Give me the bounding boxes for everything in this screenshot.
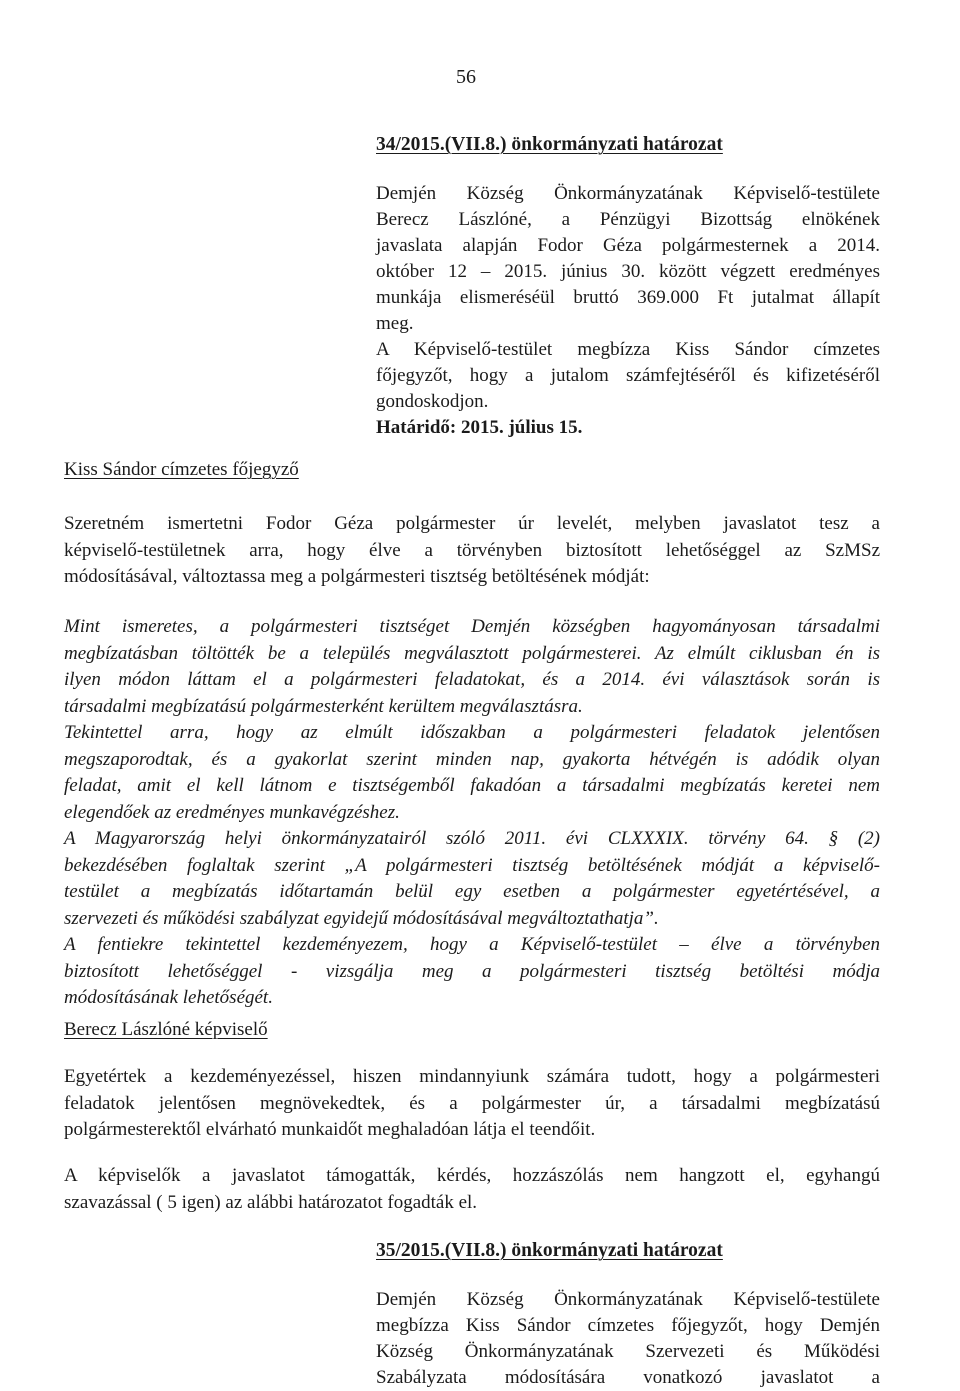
paragraph — [64, 511, 880, 591]
resolution-title: 34/2015.(VII.8.) önkormányzati határozat — [376, 134, 723, 155]
resolution-text — [376, 181, 880, 441]
text-line: bekezdésében foglaltak szerint „A polgármesteri tisztség betöltésének módját a képviselő- — [64, 854, 880, 876]
text-line: Szeretném ismertetni Fodor Géza polgármester úr levelét, melyben javaslatot tesz a — [64, 513, 880, 534]
text-line: október 12 – 2015. június 30. között végzett eredményes — [376, 261, 880, 282]
resolution-title: 35/2015.(VII.8.) önkormányzati határozat — [376, 1240, 723, 1261]
text-line: A Képviselő-testület megbízza Kiss Sándor címzetes — [376, 339, 880, 360]
text-line: megbízatásban töltötték be a település megválasztott polgármesterei. Az elmúlt ciklusban én is — [64, 642, 880, 664]
text-line: Tekintettel arra, hogy az elmúlt időszakban a polgármesteri feladatok jelentősen — [64, 722, 880, 743]
text-line: Demjén Község Önkormányzatának Képviselő-testülete — [376, 183, 880, 204]
text-line: polgármesterektől elvárható munkaidőt meghaladóan látja el teendőit. — [64, 1119, 596, 1140]
text-line: gondoskodjon. — [376, 391, 489, 412]
text-line: A Magyarország helyi önkormányzatairól szóló 2011. évi CLXXXIX. törvény 64. § (2) — [64, 828, 880, 849]
text-line: Berecz Lászlóné, a Pénzügyi Bizottság elnökének — [376, 209, 880, 230]
speaker-name: Berecz Lászlóné képviselő — [64, 1019, 268, 1040]
text-line: szervezeti és működési szabályzat egyidejű módosításával megváltoztathatja”. — [64, 907, 659, 929]
text-line: megbízza Kiss Sándor címzetes főjegyzőt, hogy Demjén — [376, 1315, 880, 1336]
speaker-name: Kiss Sándor címzetes főjegyző — [64, 459, 299, 480]
text-line: A képviselők a javaslatot támogatták, kérdés, hozzászólás nem hangzott el, egyhangú — [64, 1165, 880, 1186]
deadline: Határidő: 2015. július 15. — [376, 417, 583, 438]
text-line: szavazással ( 5 igen) az alábbi határozatot fogadták el. — [64, 1191, 478, 1213]
text-line: elegendőek az eredményes munkavégzéshez. — [64, 801, 400, 823]
page-number: 56 — [456, 66, 476, 88]
text-line: módosításának lehetőségét. — [64, 987, 273, 1008]
text-line: munkája elismeréséül bruttó 369.000 Ft jutalmat állapít — [376, 287, 880, 308]
text-line: Mint ismeretes, a polgármesteri tisztséget Demjén községben hagyományosan társadalmi — [64, 616, 880, 637]
text-line: főjegyzőt, hogy a jutalom számfejtéséről és kifizetéséről — [376, 365, 880, 386]
text-line: Demjén Község Önkormányzatának Képviselő-testülete — [376, 1289, 880, 1310]
text-line: képviselő-testületnek arra, hogy élve a törvényben biztosított lehetőséggel az SzMSz — [64, 539, 880, 561]
text-line: feladat, amit el kell látnom e tisztségemből fakadóan a társadalmi megbízatás keretei nem — [64, 775, 880, 796]
text-line: társadalmi megbízatású polgármesterként kerültem megválasztásra. — [64, 695, 583, 717]
text-line: módosításával, változtassa meg a polgármesteri tisztség betöltésének módját: — [64, 566, 650, 587]
text-line: Község Önkormányzatának Szervezeti és Működési — [376, 1341, 880, 1362]
text-line: Egyetértek a kezdeményezéssel, hiszen mindannyiunk számára tudott, hogy a polgármesteri — [64, 1066, 880, 1087]
text-line: biztosított lehetőséggel - vizsgálja meg a polgármesteri tisztség betöltési módja — [64, 960, 880, 982]
text-line: feladatok jelentősen megnövekedtek, és a polgármester úr, a társadalmi megbízatású — [64, 1092, 880, 1114]
text-line: megszaporodtak, és a gyakorlat szerint minden nap, gyakorta hétvégén is adódik olyan — [64, 748, 880, 770]
text-line: ilyen módon láttam el a polgármesteri feladatokat, és a 2014. évi választások során is — [64, 669, 880, 690]
text-line: Szabályzata módosítására vonatkozó javaslatot a — [376, 1367, 880, 1388]
text-line: testület a megbízatás időtartamán belül egy esetben a polgármester egyetértésével, a — [64, 881, 880, 902]
text-line: javaslata alapján Fodor Géza polgármesternek a 2014. — [376, 235, 880, 256]
resolution-text — [376, 1287, 880, 1391]
text-line: meg. — [376, 313, 414, 334]
text-line: A fentiekre tekintettel kezdeményezem, hogy a Képviselő-testület – élve a törvényben — [64, 934, 880, 955]
paragraph — [64, 1163, 880, 1216]
quoted-letter — [64, 614, 880, 1012]
paragraph — [64, 1064, 880, 1144]
